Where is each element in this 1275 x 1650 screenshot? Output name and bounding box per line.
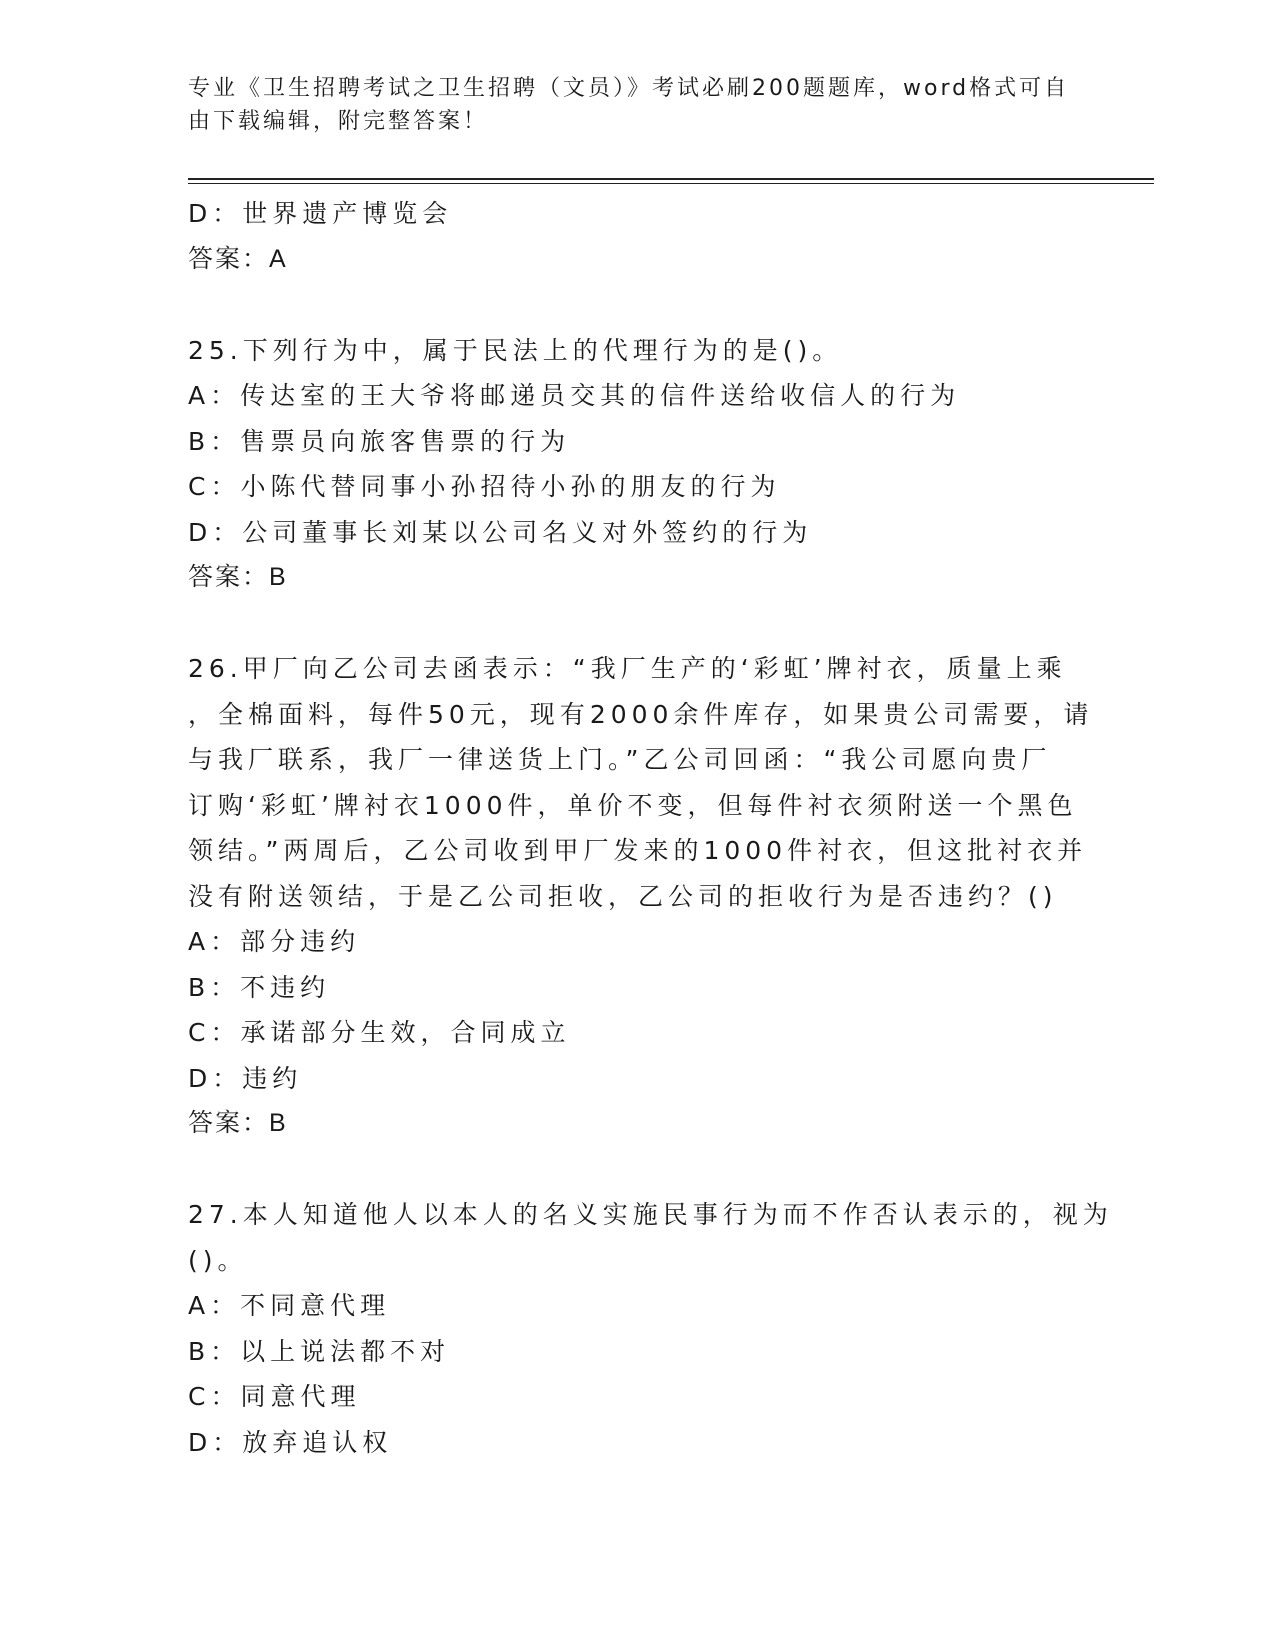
q27-stem-line-1: 27.本人知道他人以本人的名义实施民事行为而不作否认表示的，视为	[188, 1200, 1113, 1229]
header-divider-thick	[188, 178, 1154, 180]
q26-option-b: B：不违约	[188, 972, 331, 1002]
q25-option-c: C：小陈代替同事小孙招待小孙的朋友的行为	[188, 472, 781, 501]
q27-option-c: C：同意代理	[188, 1382, 361, 1411]
q26-stem-line-6: 没有附送领结，于是乙公司拒收，乙公司的拒收行为是否违约？()	[188, 881, 1058, 911]
q26-stem-line-3: 与我厂联系，我厂一律送货上门。”乙公司回函：“我公司愿向贵厂	[188, 745, 1052, 774]
header-divider-thin	[188, 183, 1154, 184]
q26-stem-line-4: 订购‘彩虹’牌衬衣1000件，单价不变，但每件衬衣须附送一个黑色	[188, 790, 1078, 820]
question-content	[188, 191, 1113, 1465]
q26-stem-line-1: 26.甲厂向乙公司去函表示：“我厂生产的‘彩虹’牌衬衣，质量上乘	[188, 654, 1067, 683]
spacer	[188, 601, 1088, 647]
q27-option-b: B：以上说法都不对	[188, 1336, 451, 1366]
q26-stem-line-5: 领结。”两周后，乙公司收到甲厂发来的1000件衬衣，但这批衬衣并	[188, 836, 1088, 865]
q26-answer: 答案：B	[188, 1109, 288, 1137]
q26-stem-line-2: ，全棉面料，每件50元，现有2000余件库存，如果贵公司需要，请	[188, 699, 1094, 729]
q27-stem-line-2: ()。	[188, 1245, 248, 1275]
q26-option-d: D：违约	[188, 1063, 303, 1093]
q25-option-a: A：传达室的王大爷将邮递员交其的信件送给收信人的行为	[188, 381, 961, 410]
spacer	[188, 1147, 1088, 1193]
q24-answer: 答案：A	[188, 244, 288, 273]
q27-option-d: D：放弃追认权	[188, 1427, 393, 1457]
document-header: 专业《卫生招聘考试之卫生招聘（文员）》考试必刷200题题库，word格式可自由下载编辑，附完整答案！	[188, 76, 1070, 134]
q25-answer: 答案：B	[188, 563, 288, 591]
q26-option-c: C：承诺部分生效，合同成立	[188, 1018, 571, 1047]
q27-option-a: A：不同意代理	[188, 1291, 391, 1320]
q26-option-a: A：部分违约	[188, 927, 361, 956]
q25-option-b: B：售票员向旅客售票的行为	[188, 426, 571, 456]
q25-option-d: D：公司董事长刘某以公司名义对外签约的行为	[188, 517, 813, 547]
q25-stem: 25.下列行为中，属于民法上的代理行为的是()。	[188, 335, 843, 365]
spacer	[188, 282, 1088, 328]
q24-option-d: D：世界遗产博览会	[188, 199, 453, 228]
